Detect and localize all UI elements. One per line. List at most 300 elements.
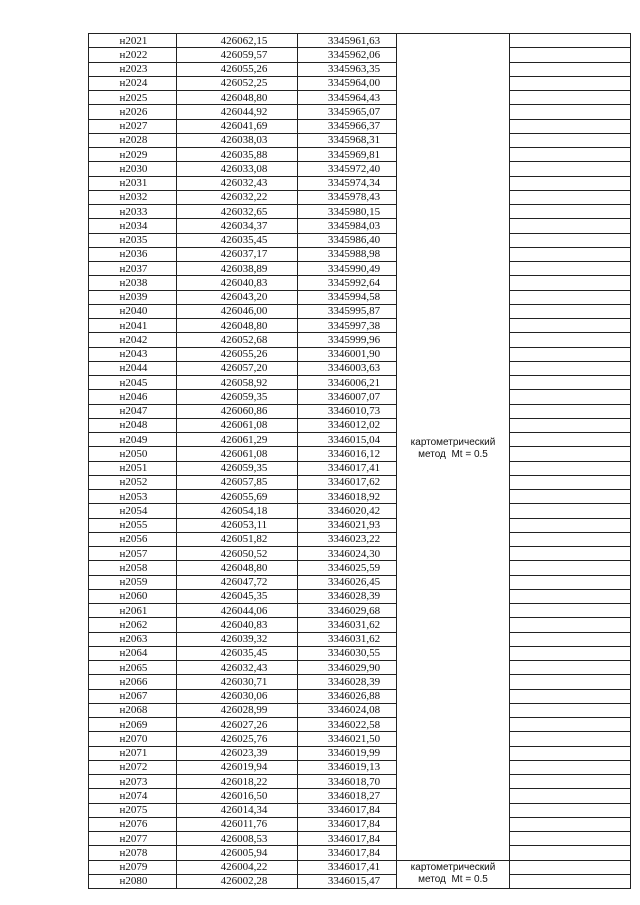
x-coordinate-cell: 426060,86: [177, 404, 298, 418]
empty-cell: [510, 219, 631, 233]
point-number-cell: н2061: [89, 604, 177, 618]
point-number-cell: н2067: [89, 689, 177, 703]
table-row: [89, 775, 631, 789]
method-text-line2: метод Mt = 0.5: [418, 449, 488, 461]
y-coordinate-cell: 3346020,42: [298, 504, 397, 518]
table-row: [89, 347, 631, 361]
coordinates-table: [88, 33, 631, 889]
empty-cell: [510, 475, 631, 489]
x-coordinate-cell: 426062,15: [177, 34, 298, 48]
x-coordinate-cell: 426057,20: [177, 361, 298, 375]
coordinates-sheet: [88, 33, 631, 889]
empty-cell: [510, 589, 631, 603]
point-number-cell: н2064: [89, 646, 177, 660]
y-coordinate-cell: 3346028,39: [298, 589, 397, 603]
empty-cell: [510, 561, 631, 575]
point-number-cell: н2023: [89, 62, 177, 76]
method-text-line2: метод Mt = 0.5: [418, 874, 488, 886]
method-text-line1: картометрический: [410, 862, 496, 874]
y-coordinate-cell: 3345962,06: [298, 48, 397, 62]
table-row: [89, 646, 631, 660]
empty-cell: [510, 703, 631, 717]
table-row: [89, 119, 631, 133]
empty-cell: [510, 803, 631, 817]
y-coordinate-cell: 3346003,63: [298, 361, 397, 375]
x-coordinate-cell: 426025,76: [177, 732, 298, 746]
y-coordinate-cell: 3346022,58: [298, 718, 397, 732]
table-row: [89, 390, 631, 404]
x-coordinate-cell: 426041,69: [177, 119, 298, 133]
x-coordinate-cell: 426059,35: [177, 390, 298, 404]
y-coordinate-cell: 3346017,41: [298, 461, 397, 475]
y-coordinate-cell: 3346023,22: [298, 532, 397, 546]
point-number-cell: н2030: [89, 162, 177, 176]
x-coordinate-cell: 426061,08: [177, 418, 298, 432]
empty-cell: [510, 290, 631, 304]
x-coordinate-cell: 426030,06: [177, 689, 298, 703]
table-row: [89, 34, 631, 48]
x-coordinate-cell: 426043,20: [177, 290, 298, 304]
point-number-cell: н2063: [89, 632, 177, 646]
x-coordinate-cell: 426039,32: [177, 632, 298, 646]
point-number-cell: н2022: [89, 48, 177, 62]
point-number-cell: н2070: [89, 732, 177, 746]
table-row: [89, 233, 631, 247]
point-number-cell: н2039: [89, 290, 177, 304]
coordinates-table-body: [89, 34, 631, 889]
x-coordinate-cell: 426046,00: [177, 304, 298, 318]
point-number-cell: н2036: [89, 247, 177, 261]
point-number-cell: н2045: [89, 376, 177, 390]
point-number-cell: н2075: [89, 803, 177, 817]
x-coordinate-cell: 426038,89: [177, 262, 298, 276]
x-coordinate-cell: 426027,26: [177, 718, 298, 732]
empty-cell: [510, 361, 631, 375]
point-number-cell: н2059: [89, 575, 177, 589]
x-coordinate-cell: 426018,22: [177, 775, 298, 789]
empty-cell: [510, 404, 631, 418]
x-coordinate-cell: 426061,08: [177, 447, 298, 461]
x-coordinate-cell: 426055,26: [177, 62, 298, 76]
y-coordinate-cell: 3346017,84: [298, 817, 397, 831]
empty-cell: [510, 34, 631, 48]
empty-cell: [510, 390, 631, 404]
empty-cell: [510, 447, 631, 461]
point-number-cell: н2038: [89, 276, 177, 290]
y-coordinate-cell: 3346028,39: [298, 675, 397, 689]
table-row: [89, 418, 631, 432]
y-coordinate-cell: 3346031,62: [298, 618, 397, 632]
x-coordinate-cell: 426016,50: [177, 789, 298, 803]
y-coordinate-cell: 3345986,40: [298, 233, 397, 247]
point-number-cell: н2062: [89, 618, 177, 632]
point-number-cell: н2073: [89, 775, 177, 789]
y-coordinate-cell: 3345995,87: [298, 304, 397, 318]
table-row: [89, 604, 631, 618]
y-coordinate-cell: 3345963,35: [298, 62, 397, 76]
table-row: [89, 803, 631, 817]
empty-cell: [510, 604, 631, 618]
empty-cell: [510, 817, 631, 831]
table-row: [89, 105, 631, 119]
empty-cell: [510, 333, 631, 347]
table-row: [89, 48, 631, 62]
x-coordinate-cell: 426055,69: [177, 490, 298, 504]
y-coordinate-cell: 3345974,34: [298, 176, 397, 190]
y-coordinate-cell: 3345965,07: [298, 105, 397, 119]
table-row: [89, 247, 631, 261]
empty-cell: [510, 718, 631, 732]
x-coordinate-cell: 426037,17: [177, 247, 298, 261]
point-number-cell: н2032: [89, 190, 177, 204]
empty-cell: [510, 133, 631, 147]
table-row: [89, 490, 631, 504]
point-number-cell: н2044: [89, 361, 177, 375]
empty-cell: [510, 746, 631, 760]
y-coordinate-cell: 3346029,90: [298, 661, 397, 675]
point-number-cell: н2076: [89, 817, 177, 831]
y-coordinate-cell: 3345961,63: [298, 34, 397, 48]
empty-cell: [510, 575, 631, 589]
x-coordinate-cell: 426035,45: [177, 646, 298, 660]
point-number-cell: н2055: [89, 518, 177, 532]
y-coordinate-cell: 3345978,43: [298, 190, 397, 204]
x-coordinate-cell: 426005,94: [177, 846, 298, 860]
y-coordinate-cell: 3346030,55: [298, 646, 397, 660]
point-number-cell: н2021: [89, 34, 177, 48]
empty-cell: [510, 874, 631, 888]
point-number-cell: н2025: [89, 91, 177, 105]
table-row: [89, 689, 631, 703]
y-coordinate-cell: 3346012,02: [298, 418, 397, 432]
point-number-cell: н2042: [89, 333, 177, 347]
table-row: [89, 746, 631, 760]
x-coordinate-cell: 426035,88: [177, 148, 298, 162]
y-coordinate-cell: 3345964,00: [298, 76, 397, 90]
table-row: [89, 162, 631, 176]
y-coordinate-cell: 3346026,88: [298, 689, 397, 703]
x-coordinate-cell: 426023,39: [177, 746, 298, 760]
y-coordinate-cell: 3346018,70: [298, 775, 397, 789]
x-coordinate-cell: 426052,25: [177, 76, 298, 90]
table-row: [89, 461, 631, 475]
point-number-cell: н2048: [89, 418, 177, 432]
empty-cell: [510, 532, 631, 546]
point-number-cell: н2080: [89, 874, 177, 888]
point-number-cell: н2079: [89, 860, 177, 874]
empty-cell: [510, 461, 631, 475]
empty-cell: [510, 860, 631, 874]
empty-cell: [510, 62, 631, 76]
x-coordinate-cell: 426047,72: [177, 575, 298, 589]
empty-cell: [510, 76, 631, 90]
empty-cell: [510, 148, 631, 162]
y-coordinate-cell: 3346018,27: [298, 789, 397, 803]
y-coordinate-cell: 3345997,38: [298, 319, 397, 333]
point-number-cell: н2050: [89, 447, 177, 461]
x-coordinate-cell: 426044,92: [177, 105, 298, 119]
y-coordinate-cell: 3346021,50: [298, 732, 397, 746]
point-number-cell: н2047: [89, 404, 177, 418]
table-row: [89, 732, 631, 746]
empty-cell: [510, 190, 631, 204]
x-coordinate-cell: 426044,06: [177, 604, 298, 618]
method-text-line1: картометрический: [410, 437, 496, 449]
point-number-cell: н2052: [89, 475, 177, 489]
point-number-cell: н2051: [89, 461, 177, 475]
point-number-cell: н2040: [89, 304, 177, 318]
empty-cell: [510, 376, 631, 390]
point-number-cell: н2026: [89, 105, 177, 119]
y-coordinate-cell: 3346017,84: [298, 832, 397, 846]
y-coordinate-cell: 3346006,21: [298, 376, 397, 390]
y-coordinate-cell: 3345999,96: [298, 333, 397, 347]
table-row: [89, 205, 631, 219]
point-number-cell: н2074: [89, 789, 177, 803]
empty-cell: [510, 176, 631, 190]
x-coordinate-cell: 426045,35: [177, 589, 298, 603]
table-row: [89, 176, 631, 190]
empty-cell: [510, 233, 631, 247]
x-coordinate-cell: 426014,34: [177, 803, 298, 817]
x-coordinate-cell: 426004,22: [177, 860, 298, 874]
point-number-cell: н2071: [89, 746, 177, 760]
table-row: [89, 561, 631, 575]
empty-cell: [510, 760, 631, 774]
y-coordinate-cell: 3346015,04: [298, 433, 397, 447]
table-row: [89, 319, 631, 333]
x-coordinate-cell: 426030,71: [177, 675, 298, 689]
point-number-cell: н2029: [89, 148, 177, 162]
y-coordinate-cell: 3345992,64: [298, 276, 397, 290]
table-row: [89, 361, 631, 375]
point-number-cell: н2028: [89, 133, 177, 147]
y-coordinate-cell: 3346017,41: [298, 860, 397, 874]
empty-cell: [510, 119, 631, 133]
empty-cell: [510, 433, 631, 447]
table-row: [89, 860, 631, 874]
point-number-cell: н2037: [89, 262, 177, 276]
point-number-cell: н2060: [89, 589, 177, 603]
table-row: [89, 433, 631, 447]
table-row: [89, 817, 631, 831]
method-cell-last: [397, 860, 510, 889]
point-number-cell: н2024: [89, 76, 177, 90]
point-number-cell: н2077: [89, 832, 177, 846]
point-number-cell: н2066: [89, 675, 177, 689]
y-coordinate-cell: 3345969,81: [298, 148, 397, 162]
x-coordinate-cell: 426038,03: [177, 133, 298, 147]
y-coordinate-cell: 3346001,90: [298, 347, 397, 361]
x-coordinate-cell: 426053,11: [177, 518, 298, 532]
y-coordinate-cell: 3346015,47: [298, 874, 397, 888]
table-row: [89, 675, 631, 689]
empty-cell: [510, 789, 631, 803]
empty-cell: [510, 732, 631, 746]
empty-cell: [510, 846, 631, 860]
x-coordinate-cell: 426040,83: [177, 276, 298, 290]
x-coordinate-cell: 426033,08: [177, 162, 298, 176]
table-row: [89, 589, 631, 603]
empty-cell: [510, 162, 631, 176]
empty-cell: [510, 646, 631, 660]
point-number-cell: н2054: [89, 504, 177, 518]
table-row: [89, 661, 631, 675]
y-coordinate-cell: 3345968,31: [298, 133, 397, 147]
empty-cell: [510, 518, 631, 532]
x-coordinate-cell: 426040,83: [177, 618, 298, 632]
method-cell: [397, 34, 510, 861]
point-number-cell: н2065: [89, 661, 177, 675]
point-number-cell: н2035: [89, 233, 177, 247]
point-number-cell: н2069: [89, 718, 177, 732]
y-coordinate-cell: 3346017,62: [298, 475, 397, 489]
y-coordinate-cell: 3345990,49: [298, 262, 397, 276]
empty-cell: [510, 91, 631, 105]
y-coordinate-cell: 3346010,73: [298, 404, 397, 418]
x-coordinate-cell: 426019,94: [177, 760, 298, 774]
x-coordinate-cell: 426058,92: [177, 376, 298, 390]
point-number-cell: н2043: [89, 347, 177, 361]
x-coordinate-cell: 426052,68: [177, 333, 298, 347]
point-number-cell: н2049: [89, 433, 177, 447]
x-coordinate-cell: 426051,82: [177, 532, 298, 546]
table-row: [89, 575, 631, 589]
table-row: [89, 447, 631, 461]
point-number-cell: н2027: [89, 119, 177, 133]
table-row: [89, 703, 631, 717]
empty-cell: [510, 262, 631, 276]
y-coordinate-cell: 3345972,40: [298, 162, 397, 176]
y-coordinate-cell: 3346018,92: [298, 490, 397, 504]
y-coordinate-cell: 3346031,62: [298, 632, 397, 646]
x-coordinate-cell: 426011,76: [177, 817, 298, 831]
empty-cell: [510, 276, 631, 290]
table-row: [89, 62, 631, 76]
empty-cell: [510, 490, 631, 504]
empty-cell: [510, 504, 631, 518]
x-coordinate-cell: 426059,35: [177, 461, 298, 475]
x-coordinate-cell: 426059,57: [177, 48, 298, 62]
point-number-cell: н2056: [89, 532, 177, 546]
x-coordinate-cell: 426061,29: [177, 433, 298, 447]
empty-cell: [510, 205, 631, 219]
empty-cell: [510, 618, 631, 632]
x-coordinate-cell: 426035,45: [177, 233, 298, 247]
empty-cell: [510, 347, 631, 361]
table-row: [89, 846, 631, 860]
x-coordinate-cell: 426057,85: [177, 475, 298, 489]
empty-cell: [510, 547, 631, 561]
empty-cell: [510, 689, 631, 703]
table-row: [89, 304, 631, 318]
point-number-cell: н2033: [89, 205, 177, 219]
table-row: [89, 518, 631, 532]
y-coordinate-cell: 3346021,93: [298, 518, 397, 532]
point-number-cell: н2046: [89, 390, 177, 404]
x-coordinate-cell: 426055,26: [177, 347, 298, 361]
x-coordinate-cell: 426034,37: [177, 219, 298, 233]
empty-cell: [510, 661, 631, 675]
y-coordinate-cell: 3346025,59: [298, 561, 397, 575]
table-row: [89, 832, 631, 846]
table-row: [89, 532, 631, 546]
x-coordinate-cell: 426032,43: [177, 661, 298, 675]
table-row: [89, 333, 631, 347]
table-row: [89, 874, 631, 888]
y-coordinate-cell: 3345994,58: [298, 290, 397, 304]
y-coordinate-cell: 3345966,37: [298, 119, 397, 133]
y-coordinate-cell: 3346026,45: [298, 575, 397, 589]
table-row: [89, 148, 631, 162]
table-row: [89, 262, 631, 276]
y-coordinate-cell: 3345980,15: [298, 205, 397, 219]
table-row: [89, 789, 631, 803]
table-row: [89, 504, 631, 518]
point-number-cell: н2078: [89, 846, 177, 860]
y-coordinate-cell: 3346024,30: [298, 547, 397, 561]
x-coordinate-cell: 426048,80: [177, 319, 298, 333]
y-coordinate-cell: 3346019,13: [298, 760, 397, 774]
point-number-cell: н2034: [89, 219, 177, 233]
empty-cell: [510, 247, 631, 261]
y-coordinate-cell: 3345964,43: [298, 91, 397, 105]
empty-cell: [510, 418, 631, 432]
empty-cell: [510, 48, 631, 62]
table-row: [89, 632, 631, 646]
x-coordinate-cell: 426050,52: [177, 547, 298, 561]
point-number-cell: н2068: [89, 703, 177, 717]
table-row: [89, 547, 631, 561]
empty-cell: [510, 675, 631, 689]
x-coordinate-cell: 426002,28: [177, 874, 298, 888]
y-coordinate-cell: 3345988,98: [298, 247, 397, 261]
empty-cell: [510, 775, 631, 789]
y-coordinate-cell: 3345984,03: [298, 219, 397, 233]
table-row: [89, 618, 631, 632]
x-coordinate-cell: 426054,18: [177, 504, 298, 518]
x-coordinate-cell: 426008,53: [177, 832, 298, 846]
table-row: [89, 190, 631, 204]
x-coordinate-cell: 426048,80: [177, 91, 298, 105]
point-number-cell: н2031: [89, 176, 177, 190]
table-row: [89, 290, 631, 304]
y-coordinate-cell: 3346017,84: [298, 803, 397, 817]
empty-cell: [510, 832, 631, 846]
table-row: [89, 718, 631, 732]
x-coordinate-cell: 426028,99: [177, 703, 298, 717]
table-row: [89, 404, 631, 418]
table-row: [89, 276, 631, 290]
table-row: [89, 475, 631, 489]
table-row: [89, 219, 631, 233]
x-coordinate-cell: 426032,65: [177, 205, 298, 219]
table-row: [89, 376, 631, 390]
y-coordinate-cell: 3346017,84: [298, 846, 397, 860]
x-coordinate-cell: 426048,80: [177, 561, 298, 575]
point-number-cell: н2058: [89, 561, 177, 575]
point-number-cell: н2053: [89, 490, 177, 504]
point-number-cell: н2072: [89, 760, 177, 774]
table-row: [89, 76, 631, 90]
empty-cell: [510, 105, 631, 119]
point-number-cell: н2057: [89, 547, 177, 561]
y-coordinate-cell: 3346024,08: [298, 703, 397, 717]
table-row: [89, 91, 631, 105]
empty-cell: [510, 632, 631, 646]
y-coordinate-cell: 3346016,12: [298, 447, 397, 461]
x-coordinate-cell: 426032,43: [177, 176, 298, 190]
